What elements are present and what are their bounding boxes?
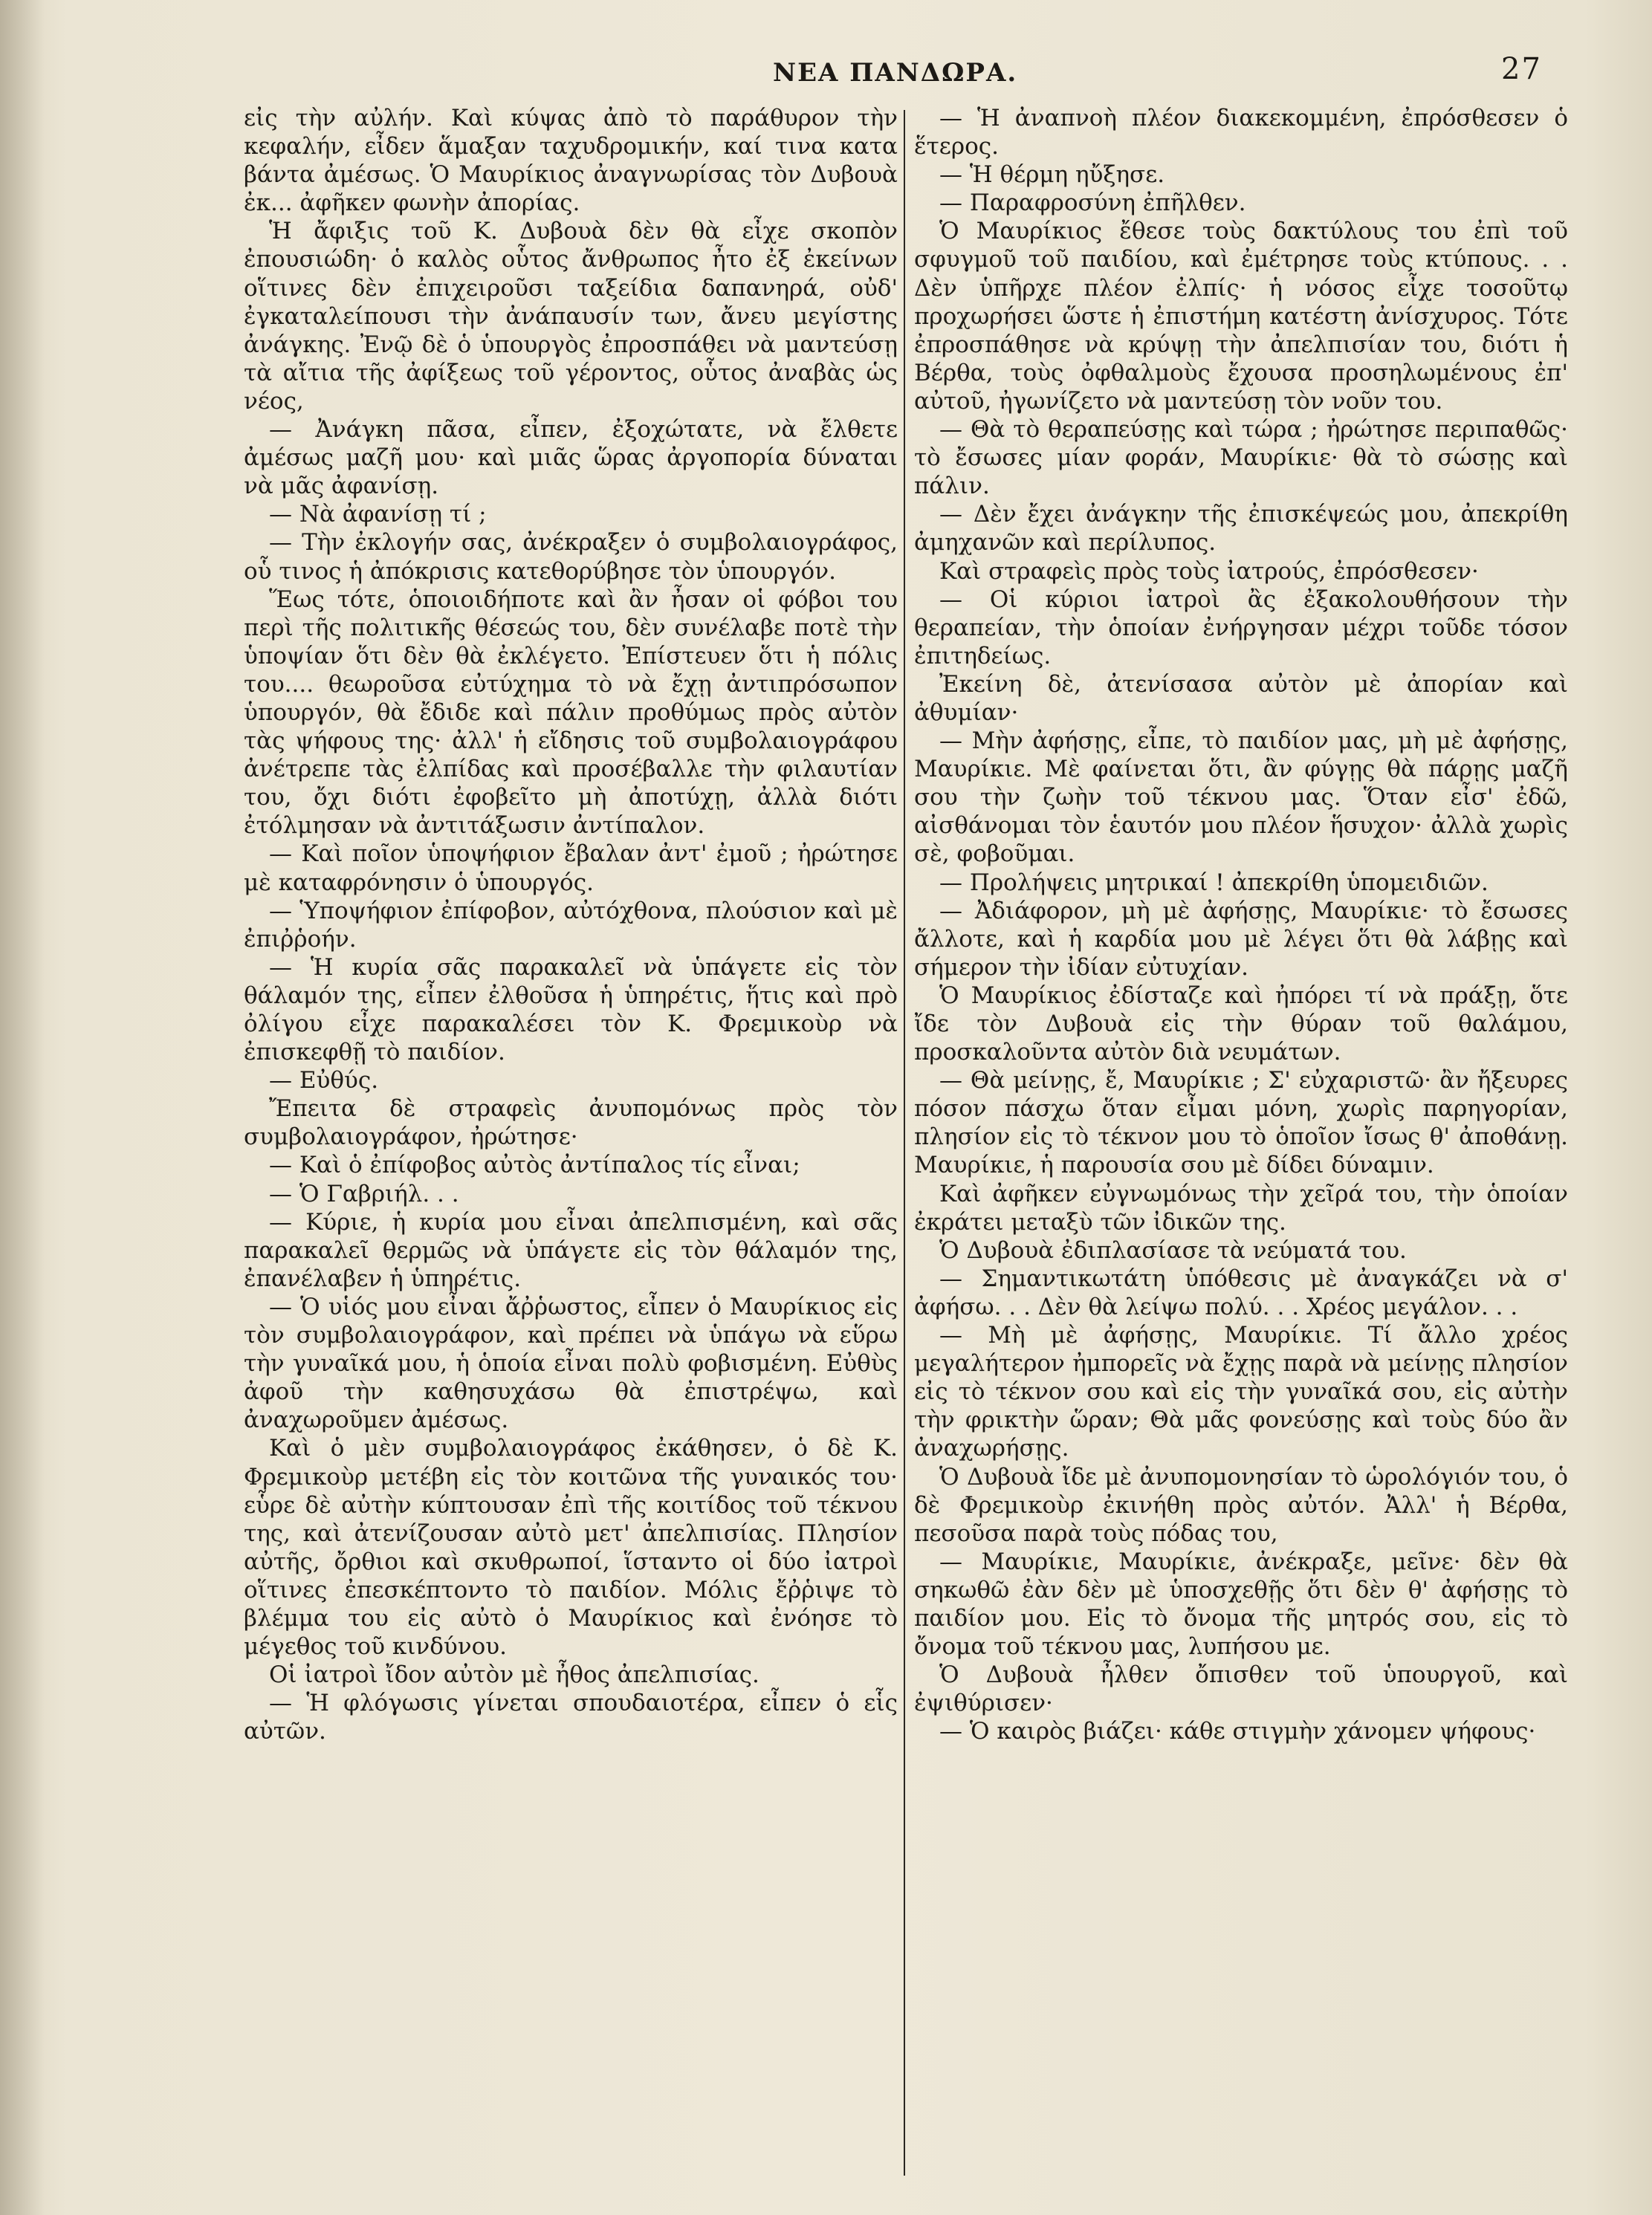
dialogue-line: — Μὴ μὲ ἀφήσῃς, Μαυρίκιε. Τί ἄλλο χρέος μεγαλήτερον ἠμπορεῖς νὰ ἔχῃς παρὰ νὰ μείνῃς πλησίον εἰς τὸ τέκνον σου καὶ εἰς τὴν γυναῖκά σου, εἰς αὐτὴν τὴν φρικτὴν ὥραν; Θὰ μᾶς φονεύσῃς καὶ τοὺς δύο ἂν ἀναχωρήσῃς. [914, 1322, 1568, 1462]
paragraph: Καὶ ἀφῆκεν εὐγνωμόνως τὴν χεῖρά του, τὴν ὁποίαν ἐκράτει μεταξὺ τῶν ἰδικῶν της. [914, 1180, 1568, 1236]
dialogue-line: — Μὴν ἀφήσῃς, εἶπε, τὸ παιδίον μας, μὴ μὲ ἀφήσῃς, Μαυρίκιε. Μὲ φαίνεται ὅτι, ἂν φύγῃς θὰ πάρῃς μαζῆ σου τὴν ζωὴν τοῦ τέκνου μας. Ὅταν εἶσ' ἐδῶ, αἰσθάνομαι τὸν ἑαυτόν μου πλέον ἥσυχον· ἀλλὰ χωρὶς σὲ, φοβοῦμαι. [914, 727, 1568, 868]
dialogue-line: — Καὶ ποῖον ὑποψήφιον ἔβαλαν ἀντ' ἐμοῦ ; ἠρώτησε μὲ καταφρόνησιν ὁ ὑπουργός. [244, 840, 898, 896]
running-header-title: ΝΕΑ ΠΑΝΔΩΡΑ. [773, 58, 1018, 88]
dialogue-line: — Ἡ φλόγωσις γίνεται σπουδαιοτέρα, εἶπεν ὁ εἷς αὐτῶν. [244, 1690, 898, 1745]
paragraph: Ὁ Μαυρίκιος ἐδίσταζε καὶ ἠπόρει τί νὰ πράξῃ, ὅτε ἴδε τὸν Δυβουὰ εἰς τὴν θύραν τοῦ θαλάμου, προσκαλοῦντα αὐτὸν διὰ νευμάτων. [914, 982, 1568, 1066]
dialogue-line: — Μαυρίκιε, Μαυρίκιε, ἀνέκραξε, μεῖνε· δὲν θὰ σηκωθῶ ἐὰν δὲν μὲ ὑποσχεθῇς ὅτι δὲν θ' ἀφήσῃς τὸ παιδίον μου. Εἰς τὸ ὄνομα τῆς μητρός σου, εἰς τὸ ὄνομα τοῦ τέκνου μας, λυπήσου με. [914, 1548, 1568, 1661]
dialogue-line: — Τὴν ἐκλογήν σας, ἀνέκραξεν ὁ συμβολαιογράφος, οὗ τινος ἡ ἀπόκρισις κατεθορύβησε τὸν ὑπουργόν. [244, 529, 898, 585]
dialogue-line: — Παραφροσύνη ἐπῆλθεν. [939, 189, 1246, 217]
paragraph: Ἔπειτα δὲ στραφεὶς ἀνυπομόνως πρὸς τὸν συμβολαιογράφον, ἠρώτησε· [244, 1095, 898, 1151]
page-number: 27 [1501, 52, 1542, 86]
paragraph: Καὶ ὁ μὲν συμβολαιογράφος ἐκάθησεν, ὁ δὲ Κ. Φρεμικοὺρ μετέβη εἰς τὸν κοιτῶνα τῆς γυναικός του· εὗρε δὲ αὐτὴν κύπτουσαν ἐπὶ τῆς κοιτίδος τοῦ τέκνου της, καὶ ἀτενίζουσαν αὐτὸ μετ' ἀπελπισίας. Πλησίον αὐτῆς, ὄρθιοι καὶ σκυθρωποί, ἵσταντο οἱ δύο ἰατροὶ οἵτινες ἐπεσκέπτοντο τὸ παιδίον. Μόλις ἔῤῥιψε τὸ βλέμμα του εἰς αὐτὸ ὁ Μαυρίκιος καὶ ἐνόησε τὸ μέγεθος τοῦ κινδύνου. [244, 1435, 898, 1661]
dialogue-line: — Εὐθύς. [269, 1067, 379, 1094]
paragraph: Ἐκείνη δὲ, ἀτενίσασα αὐτὸν μὲ ἀπορίαν καὶ ἀθυμίαν· [914, 670, 1568, 726]
dialogue-line: — Προλήψεις μητρικαί ! ἀπεκρίθη ὑπομειδιῶν. [939, 869, 1489, 896]
paragraph: Ὁ Δυβουὰ ἐδιπλασίασε τὰ νεύματά του. [939, 1236, 1407, 1264]
dialogue-line: — Δὲν ἔχει ἀνάγκην τῆς ἐπισκέψεώς μου, ἀπεκρίθη ἀμηχανῶν καὶ περίλυπος. [914, 501, 1568, 557]
dialogue-line: — Ὁ καιρὸς βιάζει· κάθε στιγμὴν χάνομεν ψήφους· [939, 1718, 1536, 1745]
page-spine-shadow [0, 0, 45, 2215]
left-text-column [244, 104, 898, 1745]
paragraph: Καὶ στραφεὶς πρὸς τοὺς ἰατρούς, ἐπρόσθεσεν· [939, 557, 1479, 585]
paragraph: Ἡ ἄφιξις τοῦ Κ. Δυβουὰ δὲν θὰ εἶχε σκοπὸν ἐπουσιώδη· ὁ καλὸς οὗτος ἄνθρωπος ἦτο ἐξ ἐκείνων οἵτινες δὲν ἐπιχειροῦσι ταξείδια δαπανηρά, οὐδ' ἐγκαταλείπουσι τὴν ἀνάπαυσίν των, ἄνευ μεγίστης ἀνάγκης. Ἐνῷ δὲ ὁ ὑπουργὸς ἐπροσπάθει νὰ μαντεύσῃ τὰ αἴτια τῆς ἀφίξεως τοῦ γέροντος, οὗτος ἀναβὰς ὡς νέος, [244, 218, 898, 415]
paragraph: Ὁ Δυβουὰ ἦλθεν ὄπισθεν τοῦ ὑπουργοῦ, καὶ ἐψιθύρισεν· [914, 1661, 1568, 1717]
paragraph: Ὁ Δυβουὰ ἴδε μὲ ἀνυπομονησίαν τὸ ὡρολόγιόν του, ὁ δὲ Φρεμικοὺρ ἐκινήθη πρὸς αὐτόν. Ἀλλ' ἡ Βέρθα, πεσοῦσα παρὰ τοὺς πόδας του, [914, 1463, 1568, 1547]
dialogue-line: — Ἀδιάφορον, μὴ μὲ ἀφήσῃς, Μαυρίκιε· τὸ ἔσωσες ἄλλοτε, καὶ ἡ καρδία μου μὲ λέγει ὅτι θὰ λάβῃς καὶ σήμερον τὴν ἰδίαν εὐτυχίαν. [914, 897, 1568, 981]
right-text-column [914, 104, 1568, 1745]
dialogue-line: — Ἡ θέρμη ηὔξησε. [939, 161, 1165, 189]
dialogue-line: — Νὰ ἀφανίσῃ τί ; [269, 501, 487, 528]
paragraph: εἰς τὴν αὐλήν. Καὶ κύψας ἀπὸ τὸ παράθυρον τὴν κεφαλήν, εἶδεν ἅμαξαν ταχυδρομικήν, καί τινα κατα βάντα ἀμέσως. Ὁ Μαυρίκιος ἀναγνωρίσας τὸν Δυβουὰ ἐκ... ἀφῆκεν φωνὴν ἀπορίας. [244, 105, 898, 217]
paragraph: Ἕως τότε, ὁποιοιδήποτε καὶ ἂν ἦσαν οἱ φόβοι του περὶ τῆς πολιτικῆς θέσεώς του, δὲν συνέλαβε ποτὲ τὴν ὑποψίαν ὅτι δὲν θὰ ἐκλέγετο. Ἐπίστευεν ὅτι ἡ πόλις του.... θεωροῦσα εὐτύχημα τὸ νὰ ἔχῃ ἀντιπρόσωπον ὑπουργόν, θὰ ἔδιδε καὶ πάλιν προθύμως πρὸς αὐτὸν τὰς ψήφους της· ἀλλ' ἡ εἴδησις τοῦ συμβολαιογράφου ἀνέτρεπε τὰς ἐλπίδας καὶ προσέβαλλε τὴν φιλαυτίαν του, ὄχι διότι ἐφοβεῖτο μὴ ἀποτύχῃ, ἀλλὰ διότι ἐτόλμησαν νὰ ἀντιτάξωσιν ἀντίπαλον. [244, 586, 898, 840]
paragraph: Ὁ Μαυρίκιος ἔθεσε τοὺς δακτύλους του ἐπὶ τοῦ σφυγμοῦ τοῦ παιδίου, καὶ ἐμέτρησε τοὺς κτύπους. . . Δὲν ὑπῆρχε πλέον ἐλπίς· ἡ νόσος εἶχε τοσοῦτῳ προχωρήσει ὥστε ἡ ἐπιστήμη κατέστη ἀνίσχυρος. Τότε ἐπροσπάθησε νὰ κρύψῃ τὴν ἀπελπισίαν του, διότι ἡ Βέρθα, τοὺς ὀφθαλμοὺς ἔχουσα προσηλωμένους ἐπ' αὐτοῦ, ἠγωνίζετο νὰ μαντεύσῃ τὸν νοῦν του. [914, 218, 1568, 415]
dialogue-line: — Θὰ μείνῃς, ἔ, Μαυρίκιε ; Σ' εὐχαριστῶ· ἂν ἤξευρες πόσον πάσχω ὅταν εἶμαι μόνη, χωρὶς παρηγορίαν, πλησίον εἰς τὸ τέκνον μου τὸ ὁποῖον ἴσως θ' ἀποθάνῃ. Μαυρίκιε, ἡ παρουσία σου μὲ δίδει δύναμιν. [914, 1067, 1568, 1179]
paragraph: Οἱ ἰατροὶ ἴδον αὐτὸν μὲ ἦθος ἀπελπισίας. [269, 1661, 759, 1689]
column-divider [904, 110, 905, 2176]
dialogue-line: — Ἡ κυρία σᾶς παρακαλεῖ νὰ ὑπάγετε εἰς τὸν θάλαμόν της, εἶπεν ἐλθοῦσα ἡ ὑπηρέτις, ἥτις καὶ πρὸ ὀλίγου εἶχε παρακαλέσει τὸν Κ. Φρεμικοὺρ νὰ ἐπισκεφθῇ τὸ παιδίον. [244, 953, 898, 1066]
dialogue-line: — Ὑποψήφιον ἐπίφοβον, αὐτόχθονα, πλούσιον καὶ μὲ ἐπιῤῥοήν. [244, 897, 898, 953]
dialogue-line: — Σημαντικωτάτη ὑπόθεσις μὲ ἀναγκάζει νὰ σ' ἀφήσω. . . Δὲν θὰ λείψω πολύ. . . Χρέος μεγάλον. . . [914, 1265, 1568, 1320]
dialogue-line: — Καὶ ὁ ἐπίφοβος αὐτὸς ἀντίπαλος τίς εἶναι; [269, 1152, 800, 1179]
dialogue-line: — Οἱ κύριοι ἰατροὶ ἂς ἐξακολουθήσουν τὴν θεραπείαν, τὴν ὁποίαν ἐνήργησαν μέχρι τοῦδε τόσον ἐπιτηδείως. [914, 586, 1568, 669]
dialogue-line: — Ἡ ἀναπνοὴ πλέον διακεκομμένη, ἐπρόσθεσεν ὁ ἕτερος. [914, 105, 1568, 160]
dialogue-line: — Θὰ τὸ θεραπεύσῃς καὶ τώρα ; ἠρώτησε περιπαθῶς· τὸ ἔσωσες μίαν φοράν, Μαυρίκιε· θὰ τὸ σώσῃς καὶ πάλιν. [914, 416, 1568, 500]
dialogue-line: — Ἀνάγκη πᾶσα, εἶπεν, ἐξοχώτατε, νὰ ἔλθετε ἀμέσως μαζῆ μου· καὶ μιᾶς ὥρας ἀργοπορία δύναται νὰ μᾶς ἀφανίσῃ. [244, 416, 898, 500]
dialogue-line: — Ὁ υἱός μου εἶναι ἄῤῥωστος, εἶπεν ὁ Μαυρίκιος εἰς τὸν συμβολαιογράφον, καὶ πρέπει νὰ ὑπάγω νὰ εὕρω τὴν γυναῖκά μου, ἡ ὁποία εἶναι πολὺ φοβισμένη. Εὐθὺς ἀφοῦ τὴν καθησυχάσω θὰ ἐπιστρέψω, καὶ ἀναχωροῦμεν ἀμέσως. [244, 1293, 898, 1434]
dialogue-line: — Κύριε, ἡ κυρία μου εἶναι ἀπελπισμένη, καὶ σᾶς παρακαλεῖ θερμῶς νὰ ὑπάγετε εἰς τὸν θάλαμόν της, ἐπανέλαβεν ἡ ὑπηρέτις. [244, 1208, 898, 1292]
dialogue-line: — Ὁ Γαβριήλ. . . [269, 1180, 459, 1207]
